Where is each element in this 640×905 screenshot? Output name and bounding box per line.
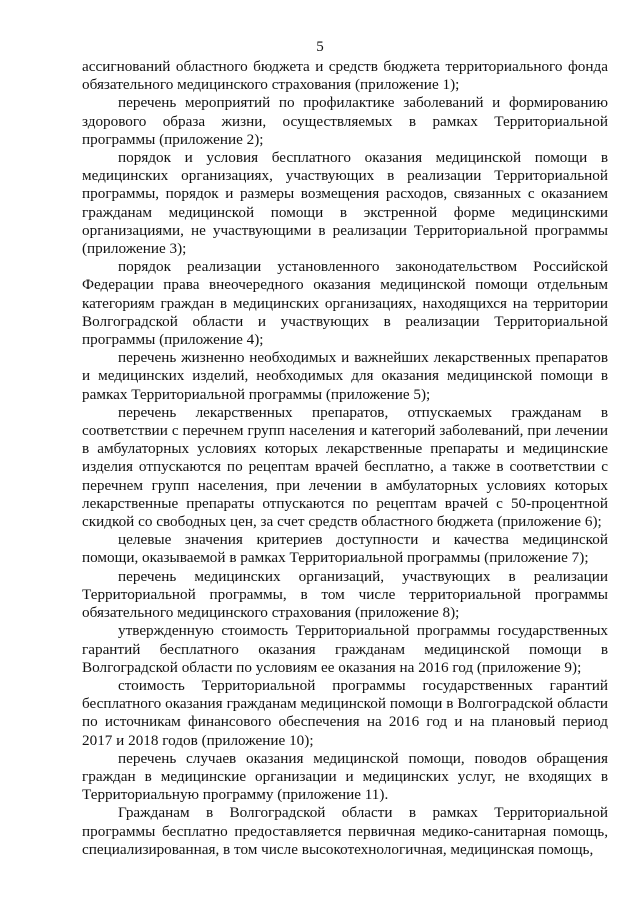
paragraph-appendix-5: перечень жизненно необходимых и важнейших лекарственных препаратов и медицинских изделий, необходимых для оказания медицинской помощи в рамках Территориальной программы (приложение 5);	[82, 349, 608, 403]
paragraph-appendix-3: порядок и условия бесплатного оказания медицинской помощи в медицинских организациях, участвующих в реализации Территориальной программы, порядок и размеры возмещения расходов, связанных с оказанием гражданам медицинской помощи в экстренной форме медицинскими организациями, не участвующими в реализации Территориальной программы (приложение 3);	[82, 149, 608, 258]
paragraph-appendix-4: порядок реализации установленного законодательством Российской Федерации права внеочередного оказания медицинской помощи отдельным категориям граждан в медицинских организациях, находящихся на территории Волгоградской области и участвующих в реализации Территориальной программы (приложение 4);	[82, 258, 608, 349]
paragraph-appendix-2: перечень мероприятий по профилактике заболеваний и формированию здорового образа жизни, осуществляемых в рамках Территориальной программы (приложение 2);	[82, 94, 608, 148]
paragraph-appendix-7: целевые значения критериев доступности и качества медицинской помощи, оказываемой в рамках Территориальной программы (приложение 7);	[82, 531, 608, 567]
paragraph-appendix-6: перечень лекарственных препаратов, отпускаемых гражданам в соответствии с перечнем групп населения и категорий заболеваний, при лечении в амбулаторных условиях которых лекарственные препараты и медицинские изделия отпускаются по рецептам врачей бесплатно, а также в соответствии с перечнем групп населения, при лечении в амбулаторных условиях которых лекарственные препараты отпускаются по рецептам врачей с 50-процентной скидкой со свободных цен, за счет средств областного бюджета (приложение 6);	[82, 403, 608, 531]
paragraph-appendix-8: перечень медицинских организаций, участвующих в реализации Территориальной программы, в том числе территориальной программы обязательного медицинского страхования (приложение 8);	[82, 567, 608, 622]
paragraph-appendix-10: стоимость Территориальной программы государственных гарантий бесплатного оказания гражданам медицинской помощи в Волгоградской области по источникам финансового обеспечения на 2016 год и на плановый период 2017 и 2018 годов (приложение 10);	[82, 676, 608, 749]
paragraph-citizens-care: Гражданам в Волгоградской области в рамках Территориальной программы бесплатно предоставляется первичная медико-санитарная помощь, специализированная, в том числе высокотехнологичная, медицинская помощь,	[82, 804, 608, 858]
paragraph-budget-continuation: ассигнований областного бюджета и средств бюджета территориального фонда обязательного медицинского страхования (приложение 1);	[82, 58, 608, 94]
page-number: 5	[316, 39, 324, 55]
paragraph-appendix-9: утвержденную стоимость Территориальной программы государственных гарантий бесплатного оказания гражданам медицинской помощи в Волгоградской области по условиям ее оказания на 2016 год (приложение 9);	[82, 622, 608, 676]
paragraph-appendix-11: перечень случаев оказания медицинской помощи, поводов обращения граждан в медицинские организации и медицинских услуг, не входящих в Территориальную программу (приложение 11).	[82, 749, 608, 804]
document-body	[82, 58, 608, 859]
